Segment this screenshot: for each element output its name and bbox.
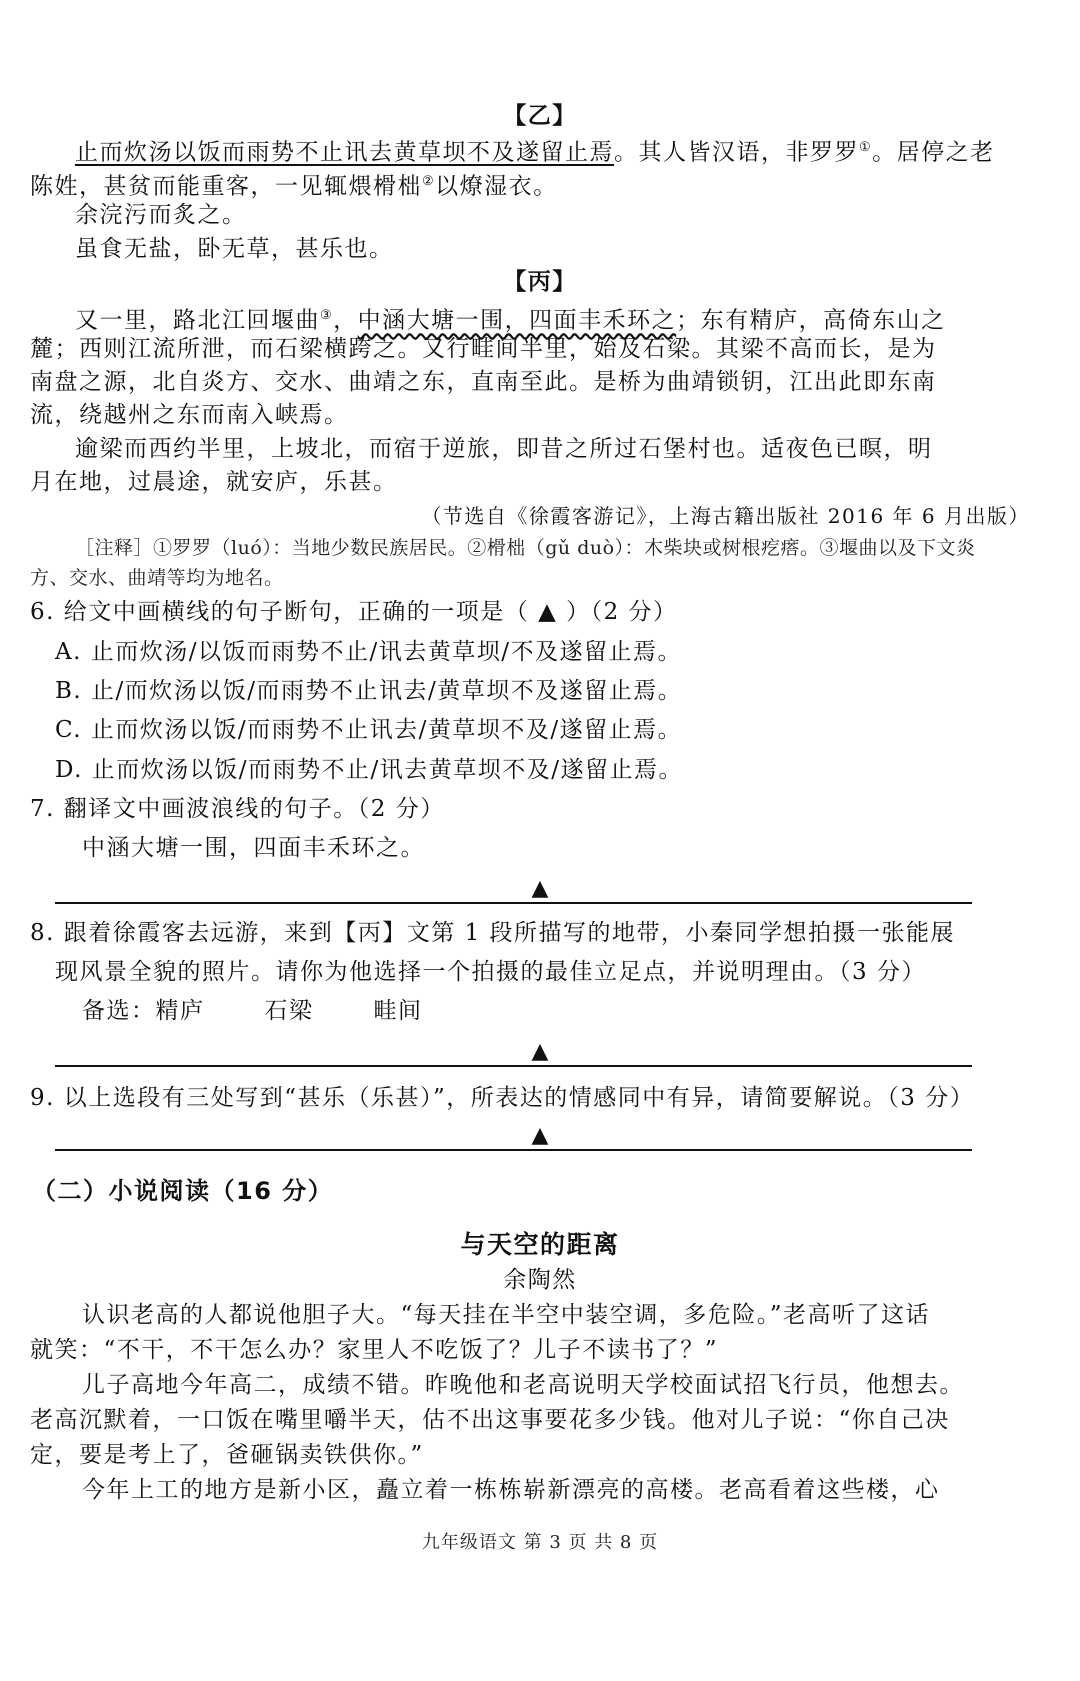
passage-line: 虽食无盐，卧无草，甚乐也。 [75,236,394,262]
passage-line: 流，绕越州之东而南入峡焉。 [30,402,349,428]
source-citation: （节选自《徐霞客游记》，上海古籍出版社 2016 年 6 月出版） [421,504,1030,528]
story-line: 儿子高地今年高二，成绩不错。昨晚他和老高说明天学校面试招飞行员，他想去。 [82,1372,964,1398]
answer-line [55,1065,972,1067]
passage-line: 月在地，过晨途，就安庐，乐甚。 [30,469,398,495]
question-6-option: A. 止而炊汤/以饭而雨势不止/讯去黄草坝/不及遂留止焉。 [55,639,682,665]
note-mark: ② [422,174,436,189]
story-title: 与天空的距离 [460,1230,620,1259]
answer-marker-icon: ▲ [531,876,549,901]
question-6-option: B. 止/而炊汤以饭/而雨势不止讯去/黄草坝不及遂留止焉。 [55,678,683,704]
annotation-note: 方、交水、曲靖等均为地名。 [30,567,284,589]
answer-marker-icon: ▲ [531,1123,549,1148]
passage-line: 余浣污而炙之。 [75,202,247,228]
passage-line: 陈姓，甚贫而能重客，一见辄煨榾柮②以燎湿衣。 [30,173,558,200]
question-6-option: D. 止而炊汤以饭/而雨势不止/讯去黄草坝不及/遂留止焉。 [55,757,683,783]
story-line: 定，要是考上了，爸砸锅卖铁供你。” [30,1442,424,1468]
question-7-stem: 7. 翻译文中画波浪线的句子。（2 分） [30,796,445,822]
question-9-stem: 9. 以上选段有三处写到“甚乐（乐甚）”，所表达的情感同中有异，请简要解说。（3 分） [30,1085,975,1111]
section-heading-yi: 【乙】 [503,103,577,129]
annotation-note: ［注释］①罗罗（luó）：当地少数民族居民。②榾柮（gǔ duò）：木柴块或树根疙瘩。③堰曲以及下文炎 [75,537,976,559]
answer-line [55,1149,972,1151]
note-mark: ③ [320,308,334,323]
passage-line: 又一里，路北江回堰曲③，中涵大塘一围，四面丰禾环之；东有精庐，高倚东山之 [75,307,946,334]
answer-line [55,902,972,904]
section-heading-bing: 【丙】 [503,269,577,295]
page-footer: 九年级语文 第 3 页 共 8 页 [421,1532,659,1553]
section-heading: （二）小说阅读（16 分） [32,1177,334,1205]
answer-marker-icon: ▲ [531,1039,549,1064]
question-8-choices: 备选：精庐 石梁 畦间 [82,998,423,1024]
underlined-sentence: 止而炊汤以饭而雨势不止讯去黄草坝不及遂留止焉 [75,139,614,166]
question-8-stem: 现风景全貌的照片。请你为他选择一个拍摄的最佳立足点，并说明理由。（3 分） [55,959,926,985]
story-line: 今年上工的地方是新小区，矗立着一栋栋崭新漂亮的高楼。老高看着这些楼，心 [82,1477,940,1503]
story-line: 老高沉默着，一口饭在嘴里嚼半天，估不出这事要花多少钱。他对儿子说：“你自己决 [30,1407,950,1433]
question-6-option: C. 止而炊汤以饭/而雨势不止讯去/黄草坝不及/遂留止焉。 [55,717,683,743]
passage-line: 逾梁而西约半里，上坡北，而宿于逆旅，即昔之所过石堡村也。适夜色已暝，明 [75,436,933,462]
note-mark: ① [859,140,873,155]
wavy-underlined-sentence: 中涵大塘一围，四面丰禾环之 [357,307,677,334]
question-8-stem: 8. 跟着徐霞客去远游，来到【丙】文第 1 段所描写的地带，小秦同学想拍摄一张能展 [30,920,956,946]
story-line: 就笑：“不干，不干怎么办？家里人不吃饭了？儿子不读书了？” [30,1337,719,1363]
passage-line: 南盘之源，北自炎方、交水、曲靖之东，直南至此。是桥为曲靖锁钥，江出此即东南 [30,369,937,395]
story-author: 余陶然 [503,1267,577,1293]
passage-line: 止而炊汤以饭而雨势不止讯去黄草坝不及遂留止焉。其人皆汉语，非罗罗①。居停之老 [75,139,995,166]
story-line: 认识老高的人都说他胆子大。“每天挂在半空中装空调，多危险。”老高听了这话 [82,1302,931,1328]
question-6-stem: 6. 给文中画横线的句子断句，正确的一项是（ ▲ ）（2 分） [30,599,678,625]
passage-line: 麓；西则江流所泄，而石梁横跨之。又行畦间半里，始及石梁。其梁不高而长，是为 [30,336,937,362]
question-7-sentence: 中涵大塘一围，四面丰禾环之。 [82,835,425,861]
